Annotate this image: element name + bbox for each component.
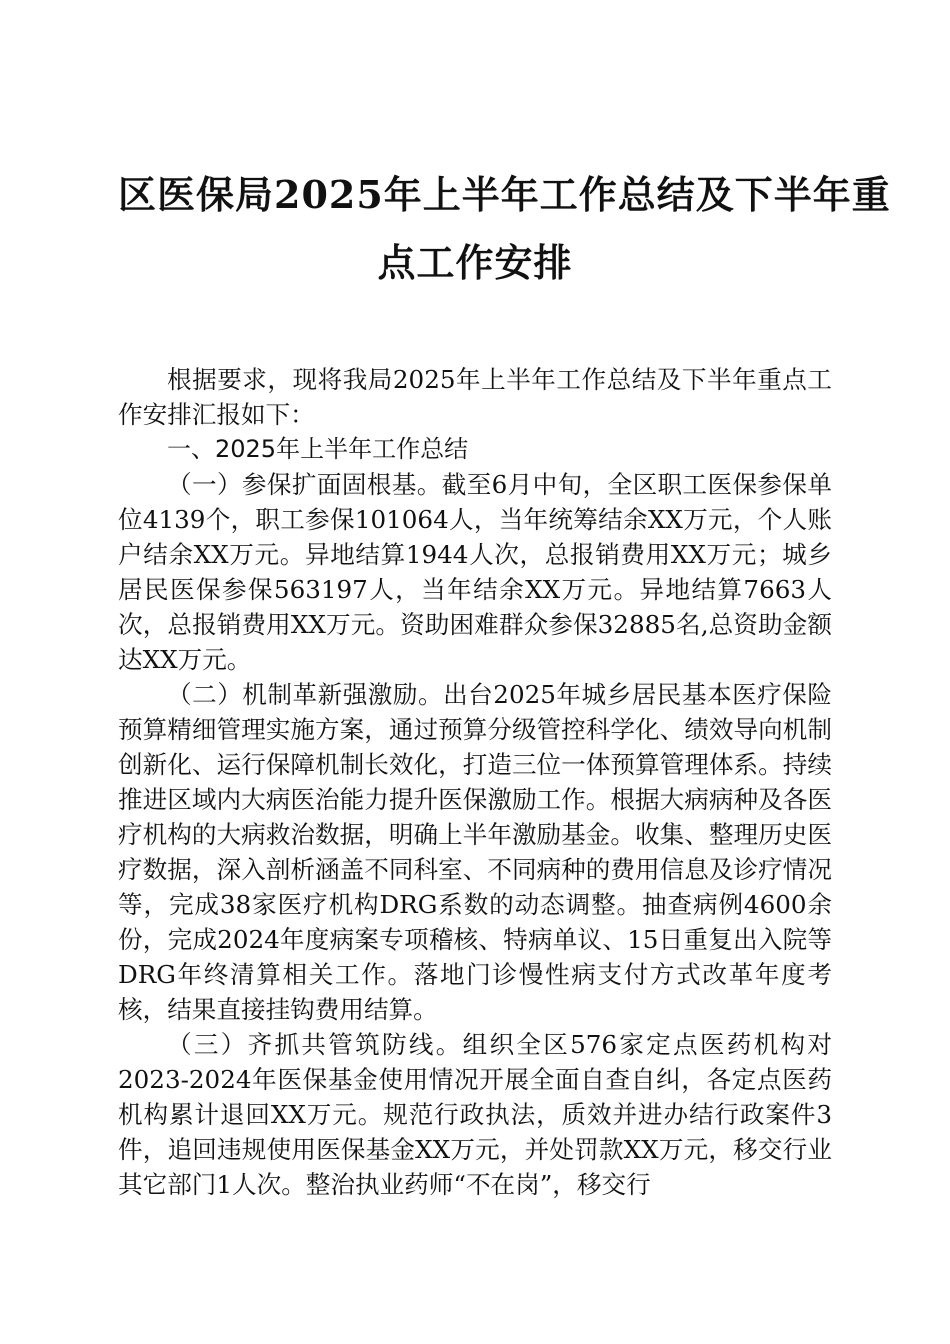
paragraph-item-2-lead: （二）机制革新强激励。 [167, 680, 444, 709]
document-title-line-1: 区医保局2025年上半年工作总结及下半年重 [118, 172, 891, 217]
paragraph-item-1-text: 截至6月中旬，全区职工医保参保单位4139个，职工参保101064人，当年统筹结余XX万元，个人账户结余XX万元。异地结算1944人次，总报销费用XX万元；城乡居民医保参保563197人，当年结余XX万元。异地结算7663人次，总报销费用XX万元。资助困难群众参保32885名,总资助金额达XX万元。 [118, 470, 832, 674]
intro-paragraph: 根据要求，现将我局2025年上半年工作总结及下半年重点工作安排汇报如下： [118, 365, 832, 429]
paragraph-item-2-text: 出台2025年城乡居民基本医疗保险预算精细管理实施方案，通过预算分级管控科学化、绩效导向机制创新化、运行保障机制长效化，打造三位一体预算管理体系。持续推进区域内大病医治能力提升医保激励工作。根据大病病种及各医疗机构的大病救治数据，明确上半年激励基金。收集、整理历史医疗数据，深入剖析涵盖不同科室、不同病种的费用信息及诊疗情况等，完成38家医疗机构DRG系数的动态调整。抽查病例4600余份，完成2024年度病案专项稽核、特病单议、15日重复出入院等DRG年终清算相关工作。落地门诊慢性病支付方式改革年度考核，结果直接挂钩费用结算。 [118, 680, 832, 1024]
document-title-line-2: 点工作安排 [377, 240, 573, 285]
paragraph-item-3 [118, 1027, 832, 1202]
document-body [118, 362, 832, 1202]
paragraph-item-1 [118, 467, 832, 677]
paragraph-item-3-lead: （三）齐抓共管筑防线。 [167, 1030, 463, 1059]
paragraph-item-3-text: 组织全区576家定点医药机构对2023-2024年医保基金使用情况开展全面自查自纠，各定点医药机构累计退回XX万元。规范行政执法，质效并进办结行政案件3件，追回违规使用医保基金XX万元，并处罚款XX万元，移交行业其它部门1人次。整治执业药师“不在岗”，移交行 [118, 1030, 832, 1199]
paragraph-item-1-lead: （一）参保扩面固根基。 [167, 470, 442, 499]
paragraph-item-2 [118, 677, 832, 1027]
section-heading-1: 一、2025年上半年工作总结 [167, 435, 469, 463]
